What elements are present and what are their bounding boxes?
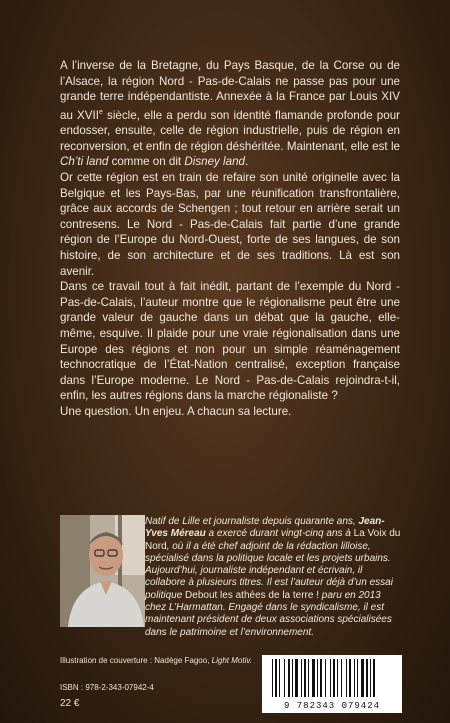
- barcode-bar: [373, 659, 375, 697]
- barcode-bar: [279, 659, 280, 697]
- barcode-bar: [288, 659, 290, 697]
- barcode-bar: [301, 659, 302, 697]
- barcode-bar: [295, 659, 298, 697]
- italic-term: Ch’ti land: [60, 155, 109, 169]
- barcode-digits: 9 782343 079424: [283, 701, 380, 711]
- blurb-paragraph-3: Dans ce travail tout à fait inédit, partant de l’exemple du Nord - Pas-de-Calais, l’auteur montre que le régionalisme peut être une grande valeur de gauche dans un débat que la gauche, elle-même, esquive. Il plaide pour une vraie régionalisation dans une Europe des régions et non pour un simple réaménagement technocratique de l’État-Nation centralisé, exception française dans l’Europe moderne. Le Nord - Pas-de-Calais rejoindra-t-il, enfin, les autres régions dans la marche régionaliste ?: [60, 280, 400, 403]
- cover-credits: Illustration de couverture : Nadège Fagoo, Light Motiv.: [60, 656, 252, 665]
- barcode-bar: [330, 659, 331, 697]
- barcode-bar: [312, 659, 315, 697]
- barcode-bar: [284, 659, 285, 697]
- author-photo: [60, 515, 145, 627]
- barcode-bar: [361, 659, 364, 697]
- blurb-paragraph-1: A l’inverse de la Bretagne, du Pays Basque, de la Corse ou de l’Alsace, la région Nord - Pas-de-Calais ne passe pas pour une grande terre indépendantiste. Annexée à la France par Louis XIV au XVIIe siècle, elle a perdu son identité flamande profonde pour endosser, ensuite, celle de région industrielle, puis de région en reconversion, et enfin de région déshéritée. Maintenant, elle est le Ch’ti land comme on dit Disney land.: [60, 59, 401, 169]
- barcode-bar: [292, 659, 293, 697]
- barcode-bar: [354, 659, 355, 697]
- barcode-bar: [304, 659, 306, 697]
- barcode-bar: [333, 659, 335, 697]
- blurb-paragraph-4: Une question. Un enjeu. A chacun sa lecture.: [60, 404, 292, 418]
- barcode-bar: [349, 659, 351, 697]
- barcode-bar: [317, 659, 318, 697]
- barcode-bar: [308, 659, 309, 697]
- isbn: ISBN : 978-2-343-07942-4: [60, 683, 154, 692]
- barcode-bar: [325, 659, 326, 697]
- superscript: e: [98, 108, 103, 116]
- author-portrait: [60, 515, 145, 627]
- barcode-bars: [262, 655, 402, 699]
- barcode-bar: [337, 659, 338, 697]
- barcode-bar: [346, 659, 347, 697]
- barcode-bar: [272, 659, 273, 697]
- barcode-bar: [320, 659, 322, 697]
- illustration-title: Light Motiv.: [211, 656, 252, 665]
- author-name: Jean-Yves Méreau: [145, 516, 385, 540]
- italic-term: Disney land: [184, 155, 245, 169]
- barcode-bar: [366, 659, 368, 697]
- price: 22 €: [60, 698, 80, 709]
- newspaper-name: La Voix du Nord: [145, 528, 401, 552]
- publisher-name: L’Harmattan: [168, 602, 223, 614]
- barcode-bar: [341, 659, 342, 697]
- barcode-bar: [357, 659, 358, 697]
- blurb-paragraph-2: Or cette région est en train de refaire son unité originelle avec la Belgique et les Pays-Bas, par une réunification transfrontalière, grâce aux accords de Schengen ; tout retour en arrière serait un contresens. Le Nord - Pas-de-Calais fait partie d’une grande région de l’Europe du Nord-Ouest, forte de ses langues, de son histoire, de son architecture et de ses traditions. Là est son avenir.: [60, 171, 400, 278]
- barcode: [262, 655, 402, 713]
- author-bio: Natif de Lille et journaliste depuis quarante ans, Jean-Yves Méreau a exercé durant vingt-cinq ans à La Voix du Nord, où il a été chef adjoint de la rédaction lilloise, spécialisé dans la politique locale et les projets urbains. Aujourd’hui, journaliste indépendant et écrivain, il collabore à plusieurs titres. Il est l’auteur déjà d’un essai politique Debout les athées de la terre ! paru en 2013 chez L’Harmattan. Engagé dans le syndicalisme, il est maintenant président de deux associations spécialisées dans le patrimoine et l’environnement.: [145, 516, 401, 638]
- book-title: Debout les athées de la terre !: [185, 589, 320, 601]
- barcode-bar: [275, 659, 277, 697]
- barcode-bar: [370, 659, 371, 697]
- back-cover-blurb: [60, 58, 400, 420]
